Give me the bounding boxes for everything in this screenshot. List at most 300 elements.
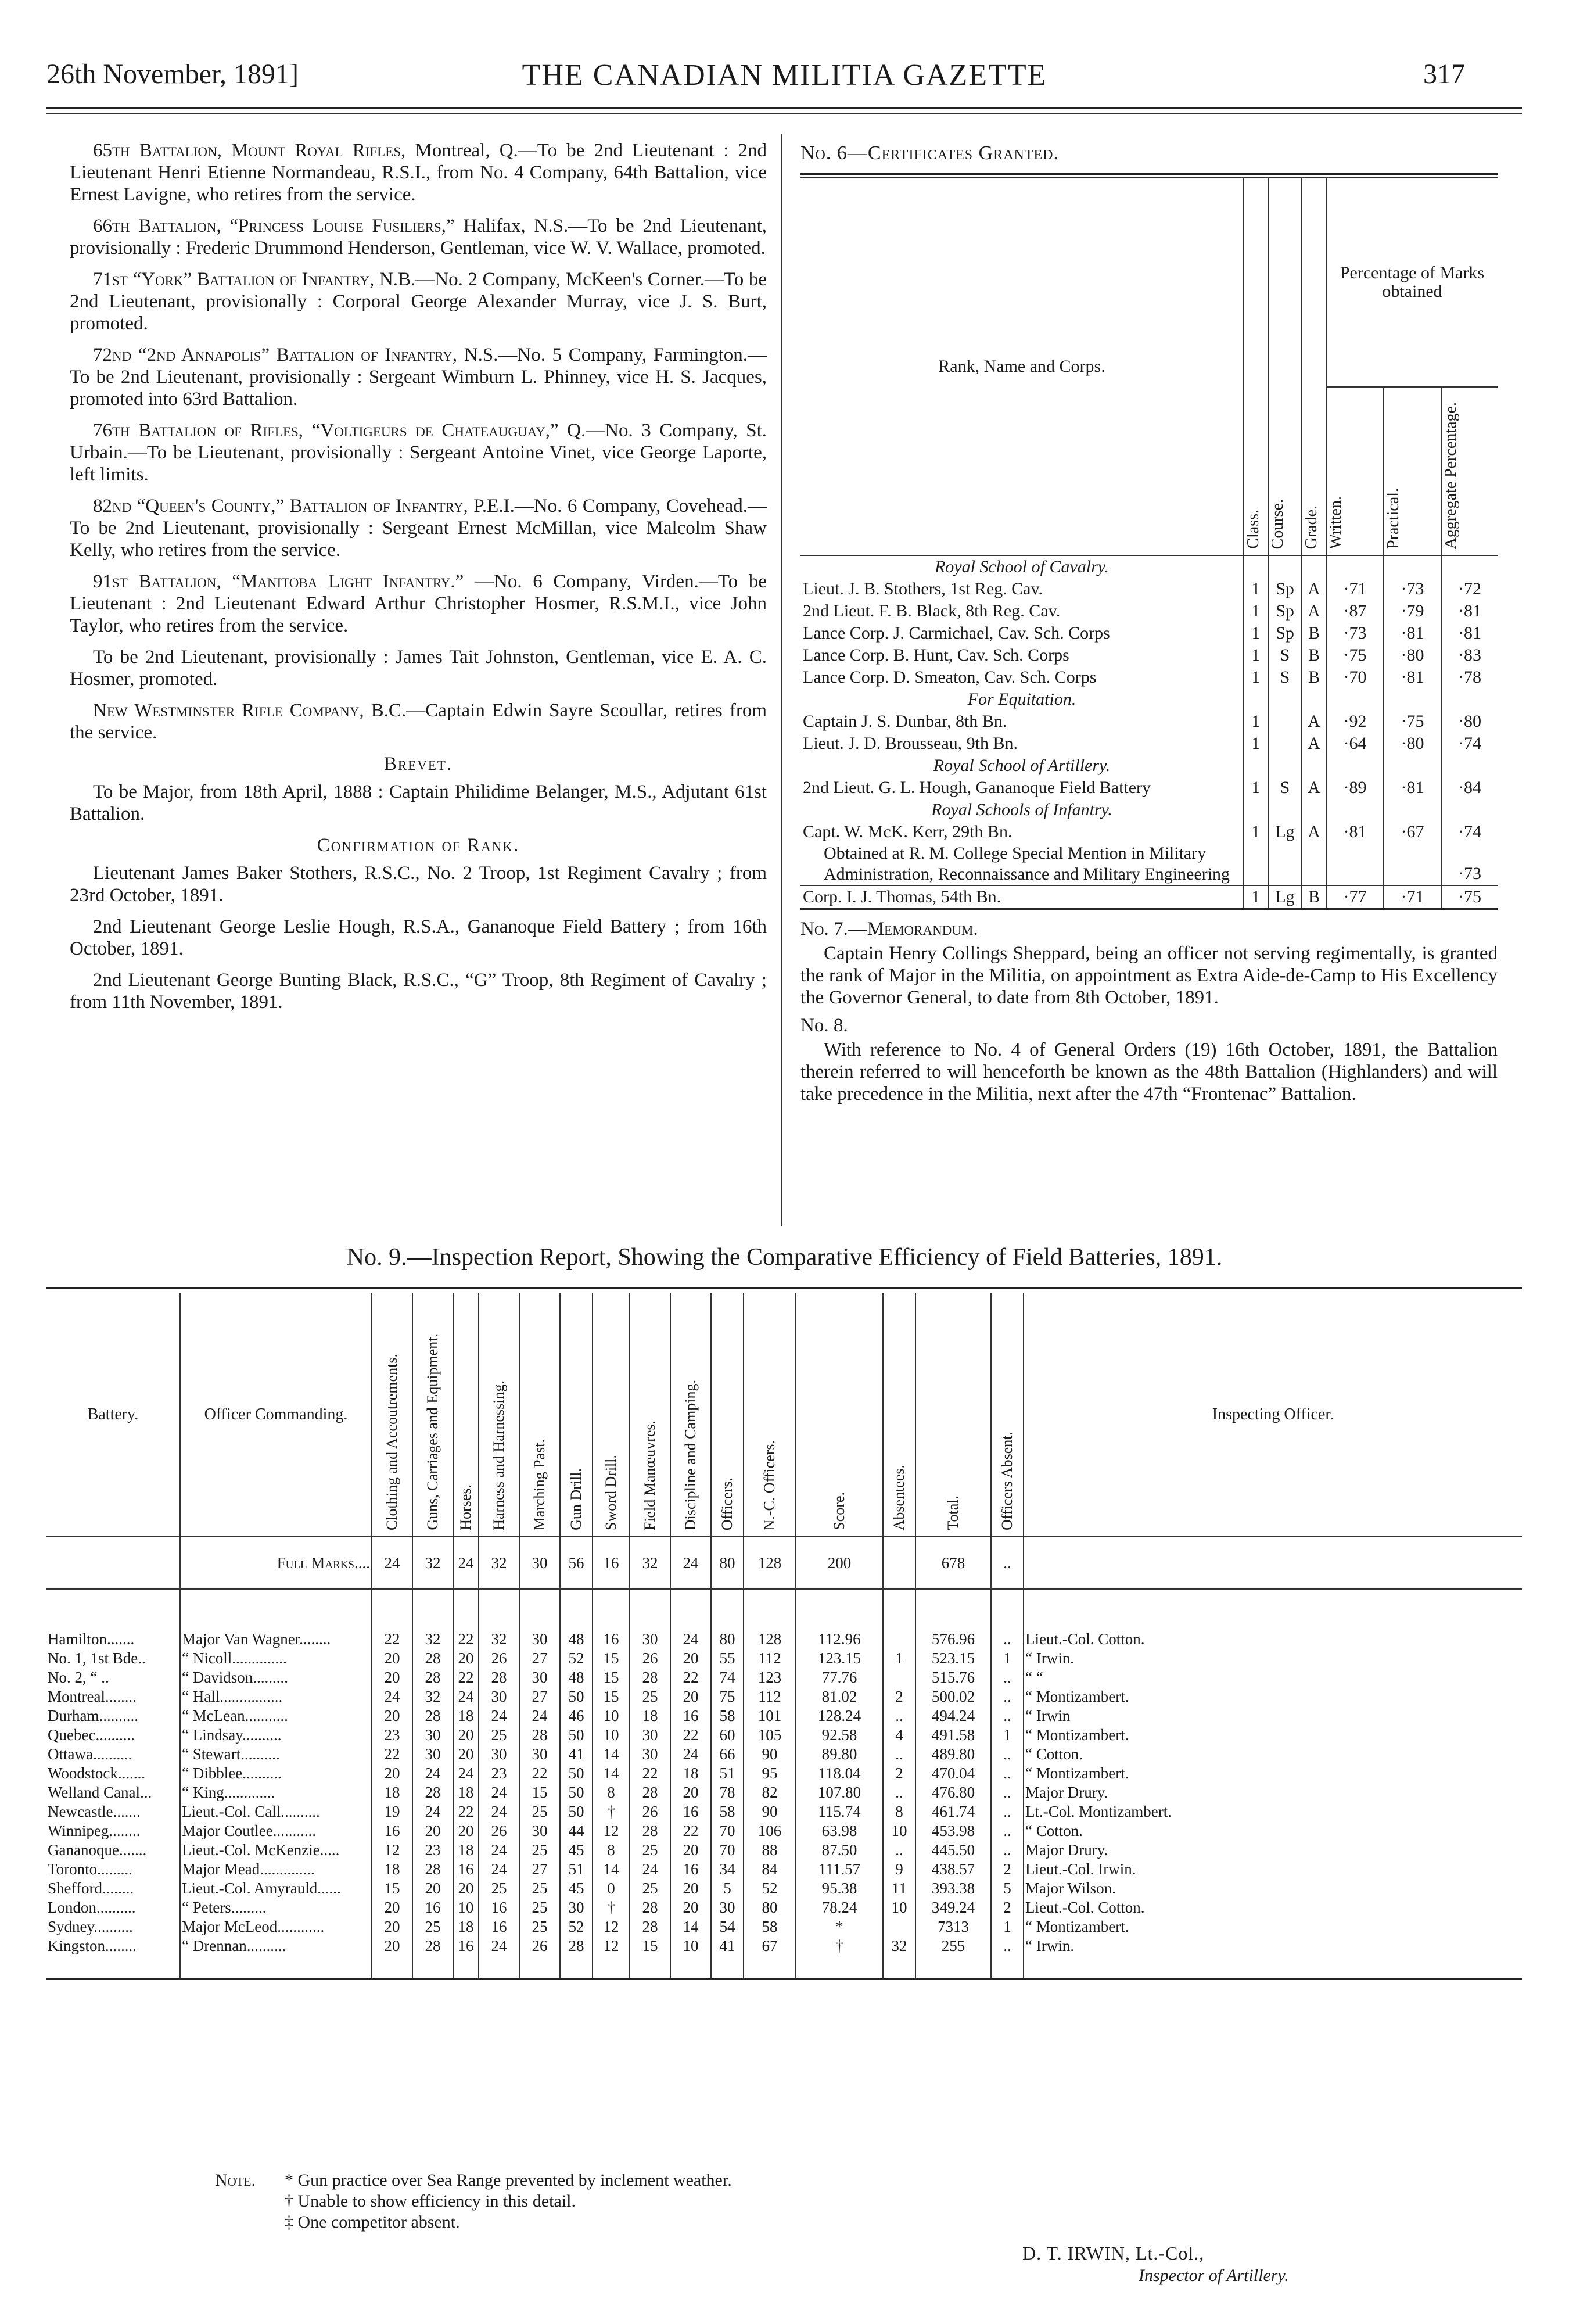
cert-row [800, 622, 1498, 644]
notice-paragraph [70, 344, 767, 410]
insp-header: Officers. [719, 1477, 735, 1530]
score-value: 10 [670, 1936, 711, 1956]
cert-value: ·75 [1441, 885, 1498, 909]
score-value: 30 [630, 1726, 670, 1745]
score-value: 4 [883, 1726, 915, 1745]
col-course: Course. [1269, 498, 1287, 549]
cert-name: Obtained at R. M. College Special Mention in Military Administration, Reconnaissance and Military Engineering [824, 844, 1230, 884]
score-value: 66 [711, 1745, 744, 1764]
score-value: 95 [744, 1764, 796, 1783]
score-value: 16 [453, 1936, 479, 1956]
insp-header: Guns, Carriages and Equipment. [424, 1333, 441, 1530]
score-value: 82 [744, 1783, 796, 1802]
cert-value: 1 [1244, 733, 1268, 755]
note-item: † Unable to show efficiency in this detail. [285, 2192, 576, 2211]
confirmation-heading: Confirmation of Rank. [317, 835, 520, 856]
full-marks-value: 16 [593, 1537, 630, 1589]
score-value: 50 [560, 1687, 593, 1706]
inspecting-officer: Major Drury. [1024, 1841, 1522, 1860]
full-marks-value: 678 [915, 1537, 991, 1589]
score-value: 18 [630, 1706, 670, 1726]
full-marks-row [46, 1537, 1522, 1589]
score-value: 30 [630, 1630, 670, 1649]
battery-name: Quebec.......... [48, 1726, 135, 1744]
score-value: 41 [560, 1745, 593, 1764]
left-column [70, 139, 767, 1023]
cert-value [1244, 843, 1268, 885]
notice-text: —No. 6 Company, Virden.—To be Lieutenant : 2nd Lieutenant Edward Arthur Christopher Hosmer, R.S.M.I., vice John Taylor, who retires from the service. [70, 571, 767, 636]
score-value: 24 [412, 1764, 453, 1783]
cert-name: Lieut. J. B. Stothers, 1st Reg. Cav. [803, 579, 1043, 598]
score-value: 23 [479, 1764, 519, 1783]
insp-header: Battery. [87, 1405, 139, 1423]
score-value: 19 [372, 1802, 412, 1821]
score-value: 523.15 [915, 1649, 991, 1668]
officer-commanding: Major Coutlee........... [180, 1821, 372, 1841]
cert-value: ·64 [1326, 733, 1384, 755]
officer-commanding: Lieut.-Col. Amyrauld...... [180, 1879, 372, 1898]
col-pct-group: Percentage of Marks obtained [1326, 178, 1498, 387]
score-value: 77.76 [796, 1668, 883, 1687]
score-value: 30 [479, 1745, 519, 1764]
insp-header: N.-C. Officers. [761, 1440, 778, 1530]
battery-row [46, 1802, 1522, 1821]
score-value: 48 [560, 1668, 593, 1687]
insp-header: Gun Drill. [568, 1468, 584, 1530]
battery-name: Toronto......... [48, 1860, 132, 1878]
score-value: 28 [412, 1706, 453, 1726]
full-marks-value: 200 [796, 1537, 883, 1589]
cert-value: Sp [1268, 622, 1302, 644]
column-divider [781, 134, 782, 1226]
page-number: 317 [1423, 59, 1465, 89]
insp-header: Inspecting Officer. [1212, 1405, 1334, 1423]
inspecting-officer: “ Montizambert. [1024, 1687, 1522, 1706]
score-value: 50 [560, 1764, 593, 1783]
signature-name: D. T. IRWIN, Lt.-Col., [1022, 2243, 1205, 2264]
full-marks-value: 24 [453, 1537, 479, 1589]
cert-row [800, 821, 1498, 843]
inspecting-officer: “ “ [1024, 1668, 1522, 1687]
score-value: 453.98 [915, 1821, 991, 1841]
score-value: .. [991, 1745, 1024, 1764]
score-value: 32 [412, 1687, 453, 1706]
score-value: 25 [412, 1917, 453, 1936]
score-value: 22 [670, 1821, 711, 1841]
score-value: 2 [991, 1860, 1024, 1879]
score-value: 2 [883, 1687, 915, 1706]
battery-row [46, 1649, 1522, 1668]
cert-value: Sp [1268, 578, 1302, 600]
confirmation-item: 2nd Lieutenant George Leslie Hough, R.S.A., Gananoque Field Battery ; from 16th October, 1891. [70, 916, 767, 959]
col-practical: Practical. [1384, 488, 1402, 549]
battery-row [46, 1687, 1522, 1706]
cert-value: ·67 [1384, 821, 1441, 843]
score-value [883, 1630, 915, 1649]
score-value: 20 [670, 1898, 711, 1917]
cert-row [800, 843, 1498, 885]
score-value: 28 [479, 1668, 519, 1687]
officer-commanding: “ Nicoll.............. [180, 1649, 372, 1668]
score-value: 58 [711, 1706, 744, 1726]
battery-row [46, 1630, 1522, 1649]
score-value: 10 [883, 1821, 915, 1841]
full-marks-label: Full Marks.... [180, 1537, 372, 1589]
battery-row [46, 1745, 1522, 1764]
score-value: 20 [372, 1668, 412, 1687]
cert-value: ·81 [1384, 666, 1441, 688]
full-marks-value: 128 [744, 1537, 796, 1589]
inspecting-officer: “ Cotton. [1024, 1745, 1522, 1764]
score-value: 24 [479, 1936, 519, 1956]
score-value: 16 [479, 1917, 519, 1936]
score-value: .. [991, 1630, 1024, 1649]
battery-name: Woodstock....... [48, 1764, 146, 1782]
score-value: 470.04 [915, 1764, 991, 1783]
notice-lead: 65th Battalion, Mount Royal Rifles, [93, 140, 406, 161]
insp-header: Officer Commanding. [204, 1405, 348, 1423]
notice-text: Halifax, N.S.—To be 2nd Lieutenant, provisionally : Frederic Drummond Henderson, Gentleman, vice W. V. Wallace, promoted. [70, 216, 767, 259]
notice-paragraph [70, 419, 767, 486]
score-value: 30 [519, 1668, 560, 1687]
full-marks-value [883, 1537, 915, 1589]
cert-value: A [1302, 733, 1326, 755]
score-value: 2 [991, 1898, 1024, 1917]
score-value: 9 [883, 1860, 915, 1879]
score-value: 90 [744, 1745, 796, 1764]
score-value: 22 [453, 1802, 479, 1821]
score-value [883, 1668, 915, 1687]
score-value: .. [991, 1802, 1024, 1821]
score-value: 50 [560, 1783, 593, 1802]
certificates-heading: No. 6—Certificates Granted. [800, 142, 1060, 164]
score-value: 8 [883, 1802, 915, 1821]
note-item: ‡ One competitor absent. [285, 2212, 460, 2232]
score-value: 15 [593, 1649, 630, 1668]
score-value: 20 [453, 1879, 479, 1898]
battery-row [46, 1917, 1522, 1936]
battery-name: Ottawa.......... [48, 1745, 132, 1763]
score-value: 24 [479, 1802, 519, 1821]
officer-commanding: Lieut.-Col. McKenzie..... [180, 1841, 372, 1860]
cert-row [800, 666, 1498, 688]
cert-name: Captain J. S. Dunbar, 8th Bn. [803, 712, 1007, 731]
cert-name: Capt. W. McK. Kerr, 29th Bn. [803, 822, 1013, 841]
cert-value: 1 [1244, 885, 1268, 909]
score-value: 58 [744, 1917, 796, 1936]
cert-row [800, 644, 1498, 666]
cert-name: Lance Corp. J. Carmichael, Cav. Sch. Corps [803, 623, 1110, 643]
score-value: 28 [412, 1860, 453, 1879]
score-value: 30 [412, 1726, 453, 1745]
cert-name: Lance Corp. D. Smeaton, Cav. Sch. Corps [803, 668, 1097, 687]
score-value: 27 [519, 1687, 560, 1706]
battery-name: Winnipeg........ [48, 1822, 141, 1839]
cert-value: B [1302, 666, 1326, 688]
cert-value [1268, 843, 1302, 885]
officer-commanding: “ King............. [180, 1783, 372, 1802]
cert-value: ·87 [1326, 600, 1384, 622]
confirmation-item: Lieutenant James Baker Stothers, R.S.C., No. 2 Troop, 1st Regiment Cavalry ; from 23rd October, 1891. [70, 863, 767, 906]
inspecting-officer: Lieut.-Col. Cotton. [1024, 1630, 1522, 1649]
officer-commanding: “ Davidson......... [180, 1668, 372, 1687]
score-value: .. [883, 1745, 915, 1764]
cert-value: 1 [1244, 821, 1268, 843]
score-value: 438.57 [915, 1860, 991, 1879]
insp-header: Marching Past. [531, 1439, 548, 1530]
cert-value: ·73 [1384, 578, 1441, 600]
inspecting-officer: Major Drury. [1024, 1783, 1522, 1802]
score-value: 0 [593, 1879, 630, 1898]
score-value: 576.96 [915, 1630, 991, 1649]
insp-header: Absentees. [891, 1464, 907, 1530]
score-value: 30 [630, 1745, 670, 1764]
notice-lead: 76th Battalion of Rifles, “Voltigeurs de Chateauguay,” [93, 420, 559, 441]
score-value: 25 [479, 1726, 519, 1745]
battery-row [46, 1898, 1522, 1917]
cert-value: S [1268, 666, 1302, 688]
score-value: .. [991, 1841, 1024, 1860]
battery-name: No. 2, “ .. [48, 1669, 109, 1686]
full-marks-value: 30 [519, 1537, 560, 1589]
score-value: 118.04 [796, 1764, 883, 1783]
score-value: 28 [519, 1726, 560, 1745]
score-value: 8 [593, 1841, 630, 1860]
score-value: 28 [560, 1936, 593, 1956]
score-value: 14 [593, 1764, 630, 1783]
cert-value: A [1302, 821, 1326, 843]
score-value: .. [883, 1706, 915, 1726]
score-value: 16 [670, 1802, 711, 1821]
battery-name: Hamilton....... [48, 1630, 135, 1648]
score-value: 123 [744, 1668, 796, 1687]
notice-text: N.B.—No. 2 Company, McKeen's Corner.—To be 2nd Lieutenant, provisionally : Corporal George Alexander Murray, vice J. S. Burt, promoted. [70, 269, 767, 334]
score-value: 24 [412, 1802, 453, 1821]
insp-header: Clothing and Accoutrements. [383, 1353, 400, 1530]
cert-value [1268, 733, 1302, 755]
officer-commanding: “ Drennan.......... [180, 1936, 372, 1956]
cert-value: ·75 [1384, 711, 1441, 733]
officer-commanding: Major McLeod............ [180, 1917, 372, 1936]
cert-name: 2nd Lieut. F. B. Black, 8th Reg. Cav. [803, 601, 1061, 621]
cert-value: ·83 [1441, 644, 1498, 666]
insp-header: Sword Drill. [602, 1455, 619, 1530]
score-value: 16 [479, 1898, 519, 1917]
score-value: 26 [479, 1821, 519, 1841]
right-column [800, 142, 1498, 1111]
battery-name: Kingston........ [48, 1937, 137, 1954]
score-value: 112.96 [796, 1630, 883, 1649]
notice-text: N.S.—No. 5 Company, Farmington.—To be 2nd Lieutenant, provisionally : Sergeant Wimburn L. Phinney, vice H. S. Jacques, promoted into 63rd Battalion. [70, 345, 767, 410]
officer-commanding: Lieut.-Col. Call.......... [180, 1802, 372, 1821]
full-marks-value: 80 [711, 1537, 744, 1589]
score-value: 32 [479, 1630, 519, 1649]
cert-row [800, 711, 1498, 733]
score-value: 22 [630, 1764, 670, 1783]
brevet-text: To be Major, from 18th April, 1888 : Captain Philidime Belanger, M.S., Adjutant 61st Battalion. [70, 781, 767, 824]
cert-name: Lieut. J. D. Brousseau, 9th Bn. [803, 734, 1018, 753]
score-value: 18 [670, 1764, 711, 1783]
score-value: 30 [519, 1630, 560, 1649]
score-value: 22 [372, 1745, 412, 1764]
score-value: 18 [453, 1841, 479, 1860]
score-value: 22 [670, 1726, 711, 1745]
score-value: 26 [630, 1802, 670, 1821]
inspecting-officer: “ Montizambert. [1024, 1764, 1522, 1783]
notice-lead: 66th Battalion, “Princess Louise Fusiliers,” [93, 216, 455, 236]
notice-text: Montreal, Q.—To be 2nd Lieutenant : 2nd Lieutenant Henri Etienne Normandeau, R.S.I., from No. 4 Company, 64th Battalion, vice Ernest Lavigne, who retires from the service. [70, 140, 767, 205]
battery-name: Montreal........ [48, 1688, 137, 1705]
score-value: 461.74 [915, 1802, 991, 1821]
full-marks-value: 24 [372, 1537, 412, 1589]
score-value: .. [883, 1783, 915, 1802]
score-value: † [593, 1802, 630, 1821]
officer-commanding: “ Hall................ [180, 1687, 372, 1706]
score-value: 74 [711, 1668, 744, 1687]
score-value: 105 [744, 1726, 796, 1745]
score-value: 60 [711, 1726, 744, 1745]
cert-value: ·77 [1326, 885, 1384, 909]
score-value: 50 [560, 1726, 593, 1745]
insp-header: Total. [945, 1495, 961, 1530]
score-value: 8 [593, 1783, 630, 1802]
score-value: 78.24 [796, 1898, 883, 1917]
inspecting-officer: “ Montizambert. [1024, 1917, 1522, 1936]
cert-value: ·81 [1384, 622, 1441, 644]
score-value: 30 [560, 1898, 593, 1917]
cert-value: ·81 [1441, 600, 1498, 622]
score-value: 23 [372, 1726, 412, 1745]
score-value: 101 [744, 1706, 796, 1726]
score-value: 24 [479, 1860, 519, 1879]
score-value: 491.58 [915, 1726, 991, 1745]
cert-value: 1 [1244, 578, 1268, 600]
battery-name: Durham.......... [48, 1707, 138, 1724]
score-value: 25 [519, 1917, 560, 1936]
score-value: 18 [453, 1917, 479, 1936]
score-value: 48 [560, 1630, 593, 1649]
score-value: 24 [670, 1630, 711, 1649]
notice-lead: New Westminster Rifle Company, [93, 700, 364, 721]
cert-value: ·70 [1326, 666, 1384, 688]
score-value: 20 [372, 1898, 412, 1917]
cert-value: ·89 [1326, 777, 1384, 799]
cert-value: ·79 [1384, 600, 1441, 622]
header-rule-2 [46, 113, 1522, 114]
score-value: 20 [670, 1649, 711, 1668]
score-value: .. [991, 1764, 1024, 1783]
score-value: 16 [670, 1706, 711, 1726]
cert-value: 1 [1244, 622, 1268, 644]
cert-name: Lance Corp. B. Hunt, Cav. Sch. Corps [803, 645, 1069, 665]
notice-lead: 72nd “2nd Annapolis” Battalion of Infantry, [93, 345, 458, 365]
notice-paragraph [70, 215, 767, 259]
score-value: 28 [412, 1668, 453, 1687]
cert-value: S [1268, 777, 1302, 799]
score-value: 27 [519, 1860, 560, 1879]
score-value: 23 [412, 1841, 453, 1860]
battery-row [46, 1821, 1522, 1841]
score-value: 87.50 [796, 1841, 883, 1860]
battery-row [46, 1879, 1522, 1898]
score-value: 107.80 [796, 1783, 883, 1802]
score-value: 30 [519, 1821, 560, 1841]
cert-value: ·80 [1384, 733, 1441, 755]
score-value: 41 [711, 1936, 744, 1956]
score-value: 24 [670, 1745, 711, 1764]
battery-row [46, 1726, 1522, 1745]
notice-lead: 71st “York” Battalion of Infantry, [93, 269, 375, 290]
score-value: 28 [630, 1898, 670, 1917]
battery-name: Welland Canal... [48, 1784, 152, 1801]
cert-value [1326, 843, 1384, 885]
score-value [883, 1917, 915, 1936]
officer-commanding: “ Stewart.......... [180, 1745, 372, 1764]
score-value: 28 [630, 1668, 670, 1687]
score-value: 111.57 [796, 1860, 883, 1879]
score-value: 44 [560, 1821, 593, 1841]
score-value: 25 [519, 1802, 560, 1821]
score-value: 34 [711, 1860, 744, 1879]
score-value: 18 [372, 1783, 412, 1802]
score-value: 5 [991, 1879, 1024, 1898]
score-value: 25 [519, 1898, 560, 1917]
cert-value: ·71 [1326, 578, 1384, 600]
notice-text: To be 2nd Lieutenant, provisionally : James Tait Johnston, Gentleman, vice E. A. C. Hosmer, promoted. [70, 647, 767, 690]
score-value: 89.80 [796, 1745, 883, 1764]
header-date: 26th November, 1891] [46, 59, 299, 89]
certificates-top-rule [800, 173, 1498, 178]
officer-commanding: “ Dibblee.......... [180, 1764, 372, 1783]
score-value: 20 [670, 1687, 711, 1706]
score-value: 1 [991, 1917, 1024, 1936]
score-value: 11 [883, 1879, 915, 1898]
insp-header: Discipline and Camping. [682, 1379, 699, 1530]
cert-value: ·75 [1326, 644, 1384, 666]
score-value: 22 [453, 1630, 479, 1649]
inspecting-officer: “ Irwin [1024, 1706, 1522, 1726]
score-value: 12 [593, 1936, 630, 1956]
score-value: 46 [560, 1706, 593, 1726]
score-value: 14 [670, 1917, 711, 1936]
score-value: 25 [519, 1879, 560, 1898]
cert-value [1302, 843, 1326, 885]
score-value: 15 [519, 1783, 560, 1802]
full-marks-value: 32 [479, 1537, 519, 1589]
score-value: 349.24 [915, 1898, 991, 1917]
cert-value: ·71 [1384, 885, 1441, 909]
score-value: .. [991, 1783, 1024, 1802]
score-value: 255 [915, 1936, 991, 1956]
score-value: 20 [453, 1649, 479, 1668]
score-value: 20 [453, 1726, 479, 1745]
score-value: 123.15 [796, 1649, 883, 1668]
notice-text: P.E.I.—No. 6 Company, Covehead.—To be 2nd Lieutenant, provisionally : Sergeant Ernest McMillan, vice Malcolm Shaw Kelly, who retires from the service. [70, 496, 767, 561]
score-value: 500.02 [915, 1687, 991, 1706]
score-value: 25 [630, 1687, 670, 1706]
notice-paragraph [70, 571, 767, 637]
officer-commanding: “ Lindsay.......... [180, 1726, 372, 1745]
insp-header: Harness and Harnessing. [490, 1380, 507, 1530]
score-value: 15 [372, 1879, 412, 1898]
score-value: 20 [372, 1917, 412, 1936]
battery-name: Newcastle....... [48, 1803, 141, 1820]
score-value: 28 [412, 1649, 453, 1668]
col-class: Class. [1244, 510, 1262, 549]
full-marks-value: 56 [560, 1537, 593, 1589]
score-value: 25 [630, 1841, 670, 1860]
cert-value [1268, 711, 1302, 733]
